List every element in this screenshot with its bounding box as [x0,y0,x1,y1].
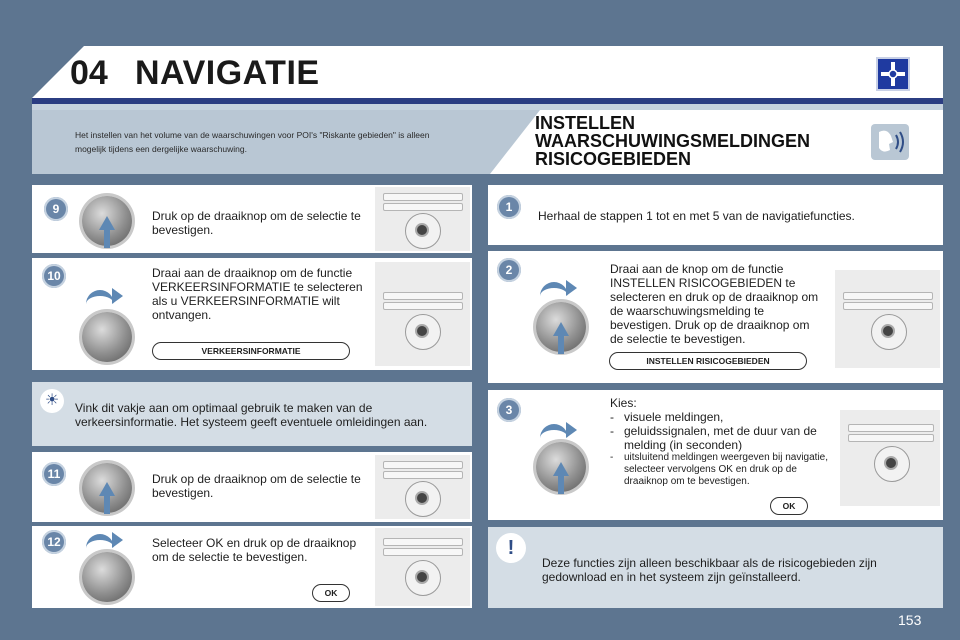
option-item: - uitsluitend meldingen weergeven bij navigatie, selecteer vervolgens OK en druk op de draaiknop om te bevestigen. [610,452,832,488]
page-number: 153 [898,612,922,628]
device-dial-center [415,324,429,338]
step-text-11: Druk op de draaiknop om de selectie te bevestigen. [152,472,361,500]
step-text-10: Draai aan de draaiknop om de functie VERKEERSINFORMATIE te selecteren als u VERKEERSINFORMATIE wilt ontvangen. [152,266,363,322]
navigation-cross-icon [876,57,910,91]
device-buttons-row [848,424,934,432]
knob-icon [82,312,132,362]
step-badge-11: 11 [42,462,66,486]
ok-pill: OK [770,497,808,515]
menu-option-pill: VERKEERSINFORMATIE [152,342,350,360]
step-badge-10: 10 [42,264,66,288]
device-buttons-row [383,203,463,211]
rotate-arrow-icon [112,532,123,548]
device-dial-center [881,324,895,338]
step-3-intro: Kies: [610,396,637,410]
device-buttons-row [383,461,463,469]
device-buttons-row [843,292,933,300]
device-dial-center [415,223,429,237]
page-title: NAVIGATIE [135,54,320,92]
arrow-up-icon [553,462,569,476]
device-buttons-row [383,548,463,556]
step-badge-2: 2 [497,258,521,282]
device-buttons-row [843,302,933,310]
step-badge-9: 9 [44,197,68,221]
step-text-2: Draai aan de knop om de functie INSTELLEN RISICOGEBIEDEN te selecteren en druk op de draaiknop om de waarschuwingsmelding te bevestigen. Druk op de draaiknop om de selectie te bevestigen. [610,262,819,346]
step-badge-1: 1 [497,195,521,219]
section-title [535,114,855,168]
device-illustration [835,270,940,368]
step-text-12: Selecteer OK en druk op de draaiknop om de selectie te bevestigen. [152,536,357,564]
arrow-up-icon [99,482,115,496]
option-item: - geluidssignalen, met de duur van de melding (in seconden) [610,424,832,452]
warning-text: Deze functies zijn alleen beschikbaar als de risicogebieden zijn gedownload en in het systeem zijn geïnstalleerd. [542,556,877,584]
arrow-up-icon [553,322,569,336]
device-dial-center [415,491,429,505]
device-buttons-row [383,292,463,300]
rotate-arrow-icon [566,280,577,296]
menu-option-pill: INSTELLEN RISICOGEBIEDEN [609,352,807,370]
device-dial-center [884,456,898,470]
option-list [610,410,832,488]
step-badge-3: 3 [497,398,521,422]
section-title-line3: RISICOGEBIEDEN [535,149,692,169]
device-buttons-row [848,434,934,442]
rotate-arrow-icon [112,288,123,304]
rotate-arrow-icon [566,422,577,438]
device-illustration [375,528,470,606]
arrow-up-icon [104,228,110,248]
device-buttons-row [383,471,463,479]
arrow-up-icon [558,334,564,354]
voice-alert-icon [871,124,909,160]
rotate-arrow-icon [540,282,568,304]
option-item: - visuele meldingen, [610,410,832,424]
device-illustration [375,262,470,366]
section-title-line1: INSTELLEN [535,113,636,133]
device-buttons-row [383,538,463,546]
section-title-corner [490,110,540,174]
device-illustration [375,455,470,519]
section-title-line2: WAARSCHUWINGSMELDINGEN [535,131,810,151]
arrow-up-icon [104,494,110,514]
device-illustration [375,187,470,251]
step-text-3 [610,396,832,488]
step-text-9: Druk op de draaiknop om de selectie te bevestigen. [152,209,361,237]
rotate-arrow-icon [86,290,114,312]
device-dial-center [415,570,429,584]
tip-text: Vink dit vakje aan om optimaal gebruik te maken van de verkeersinformatie. Het systeem geeft eventuele omleidingen aan. [75,401,428,429]
step-badge-12: 12 [42,530,66,554]
arrow-up-icon [558,474,564,494]
device-illustration [840,410,940,506]
tip-sun-icon: ☀ [40,389,64,413]
device-buttons-row [383,193,463,201]
device-buttons-row [383,302,463,310]
warning-exclamation-icon: ! [496,533,526,563]
chapter-number: 04 [70,54,108,92]
ok-pill: OK [312,584,350,602]
intro-text: Het instellen van het volume van de waarschuwingen voor POI's "Riskante gebieden" is alleen mogelijk tijdens een dergelijke waarschuwing. [75,130,430,154]
arrow-up-icon [99,216,115,230]
knob-icon [82,552,132,602]
step-text-1: Herhaal de stappen 1 tot en met 5 van de navigatiefuncties. [538,209,855,223]
